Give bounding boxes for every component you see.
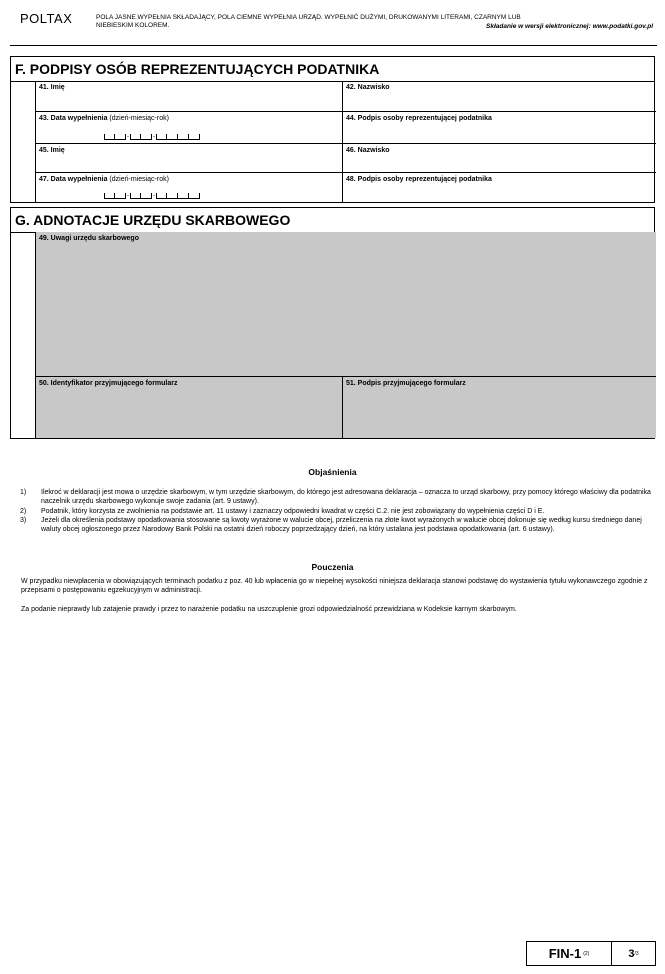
poltax-logo: POLTAX — [20, 11, 73, 26]
section-g-title: G. ADNOTACJE URZĘDU SKARBOWEGO — [11, 208, 654, 233]
field-48-signature[interactable] — [342, 173, 656, 202]
field-41-first-name[interactable] — [35, 81, 342, 112]
field-46-last-name[interactable] — [342, 144, 656, 173]
header-divider — [10, 45, 657, 46]
explanation-item — [20, 517, 656, 544]
field-50-receiver-id — [35, 377, 342, 438]
footnote-number: 3) — [20, 517, 27, 524]
field-42-label: 42. Nazwisko — [346, 84, 390, 91]
instruction-paragraph: W przypadku niewpłacenia w obowiązujących terminach podatku z poz. 40 lub wpłacenia go w niepełnej wysokości niniejsza deklaracja stanowi podstawę do wystawienia tytułu wykonawczego zgodnie z przepisami o postępowaniu egzekucyjnym w administracji. — [21, 578, 648, 594]
explanation-item — [20, 508, 656, 517]
footnote-text: Jeżeli dla określenia podstawy opodatkowania stosowane są kwoty wyrażone w walucie obcej, przeliczenia na złote kwot wyrażonych w walucie obcej dokonuje się według kursu średniego danej waluty obcej ogłoszonego przez Narodowy Bank Polski na ostatni dzień roboczy poprzedzający dzień, na który ustalana jest podstawa opodatkowania (art. 6 ustawy). — [41, 517, 642, 533]
field-46-label: 46. Nazwisko — [346, 147, 390, 154]
field-45-label: 45. Imię — [39, 147, 65, 154]
field-48-label: 48. Podpis osoby reprezentującej podatnika — [346, 176, 492, 183]
page-number: 3 /3 — [628, 947, 639, 960]
field-51-receiver-signature — [342, 377, 656, 438]
field-50-label: 50. Identyfikator przyjmującego formularz — [39, 380, 178, 387]
field-41-label: 41. Imię — [39, 84, 65, 91]
section-f-fields — [35, 81, 654, 202]
electronic-submission-note: Składanie w wersji elektronicznej: www.podatki.gov.pl — [486, 23, 653, 30]
field-44-signature[interactable] — [342, 112, 656, 144]
instruction-paragraph: Za podanie nieprawdy lub zatajenie prawdy i przez to narażenie podatku na uszczuplenie grozi odpowiedzialność przewidziana w Kodeksie karnym skarbowym. — [21, 606, 517, 613]
footnote-number: 2) — [20, 508, 27, 515]
field-45-first-name[interactable] — [35, 144, 342, 173]
form-footer — [526, 941, 656, 966]
field-43-label: 43. Data wypełnienia (dzień-miesiąc-rok) — [39, 115, 169, 122]
field-42-last-name[interactable] — [342, 81, 656, 112]
section-f-title: F. PODPISY OSÓB REPREZENTUJĄCYCH PODATNIKA — [11, 57, 654, 82]
section-f — [10, 56, 655, 203]
date-boxes: - - — [104, 135, 200, 140]
field-44-label: 44. Podpis osoby reprezentującej podatnika — [346, 115, 492, 122]
footnote-number: 1) — [20, 489, 27, 496]
explanation-item — [20, 489, 656, 507]
explanations-title: Objaśnienia — [308, 467, 357, 477]
field-49-tax-office-notes — [35, 232, 656, 377]
field-51-label: 51. Podpis przyjmującego formularz — [346, 380, 466, 387]
section-g-fields — [35, 232, 654, 438]
field-43-fill-date[interactable] — [35, 112, 342, 144]
fill-instructions: POLA JASNE WYPEŁNIA SKŁADAJĄCY, POLA CIEMNE WYPEŁNIA URZĄD. WYPEŁNIĆ DUŻYMI, DRUKOWANYMI LITERAMI, CZARNYM LUB NIEBIESKIM KOLOREM. — [96, 14, 521, 29]
footnote-text: Podatnik, który korzysta ze zwolnienia na podstawie art. 11 ustawy i zaznaczy odpowiedni kwadrat w części C.2. nie jest zobowiązany do wypełnienia części D i E. — [41, 508, 545, 515]
form-code: FIN-1 (2) — [527, 942, 612, 965]
footnote-text: Ilekroć w deklaracji jest mowa o urzędzie skarbowym, w tym urzędzie skarbowym, do którego jest adresowana deklaracja – oznacza to urząd skarbowy, przy pomocy którego właściwy dla podatnika naczelnik urzędu skarbowego wykonuje swoje zadania (art. 9 ustawy). — [41, 489, 651, 505]
section-g — [10, 207, 655, 439]
date-boxes: - - — [104, 194, 200, 199]
field-47-label: 47. Data wypełnienia (dzień-miesiąc-rok) — [39, 176, 169, 183]
field-49-label: 49. Uwagi urzędu skarbowego — [39, 235, 139, 242]
field-47-fill-date[interactable] — [35, 173, 342, 202]
instructions-title: Pouczenia — [311, 562, 354, 572]
